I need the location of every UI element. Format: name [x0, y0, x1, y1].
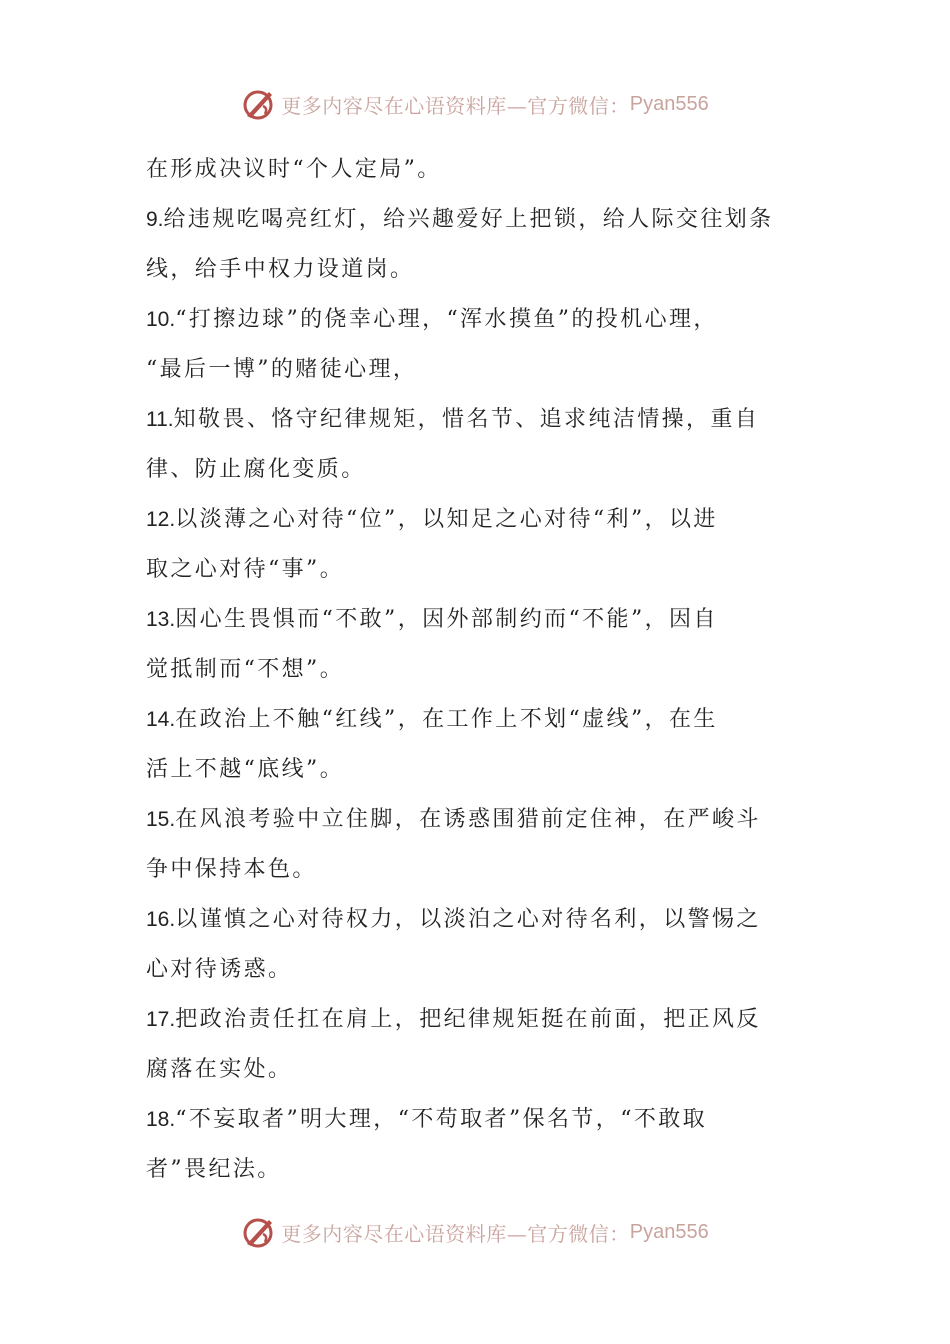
- banner-text: 更多内容尽在心语资料库—官方微信：: [281, 1221, 630, 1246]
- text-line: 线，给手中权力设道岗。: [146, 257, 415, 282]
- text-line: 15.在风浪考验中立住脚，在诱惑围猎前定住神，在严峻斗: [146, 807, 761, 832]
- text-line: 心对待诱惑。: [146, 957, 293, 982]
- header-banner: [0, 84, 950, 124]
- text-line: 在形成决议时“个人定局”。: [146, 157, 442, 182]
- text-line: 腐落在实处。: [146, 1057, 293, 1082]
- banner-wechat-id: Pyan556: [629, 92, 709, 115]
- text-line: 17.把政治责任扛在肩上，把纪律规矩挺在前面，把正风反: [146, 1007, 761, 1032]
- text-line: 16.以谨慎之心对待权力，以淡泊之心对待名利，以警惕之: [146, 907, 761, 932]
- text-line: 争中保持本色。: [146, 857, 317, 882]
- text-line: “最后一博”的赌徒心理，: [146, 357, 418, 382]
- text-line: 13.因心生畏惧而“不敢”，因外部制约而“不能”，因自: [146, 607, 718, 632]
- text-line: 10.“打擦边球”的侥幸心理，“浑水摸鱼”的投机心理，: [146, 307, 718, 332]
- text-line: 12.以淡薄之心对待“位”，以知足之心对待“利”，以进: [146, 507, 718, 532]
- text-line: 活上不越“底线”。: [146, 757, 345, 782]
- brush-logo-icon: [241, 1214, 277, 1250]
- text-line: 取之心对待“事”。: [146, 557, 345, 582]
- document-body: [146, 145, 808, 1195]
- text-line: 律、防止腐化变质。: [146, 457, 366, 482]
- text-line: 18.“不妄取者”明大理，“不苟取者”保名节，“不敢取: [146, 1107, 708, 1132]
- text-line: 14.在政治上不触“红线”，在工作上不划“虚线”，在生: [146, 707, 718, 732]
- footer-banner: [0, 1212, 950, 1252]
- text-line: 觉抵制而“不想”。: [146, 657, 345, 682]
- text-line: 11.知敬畏、恪守纪律规矩，惜名节、追求纯洁情操，重自: [146, 407, 760, 432]
- brush-logo-icon: [241, 86, 277, 122]
- banner-wechat-id: Pyan556: [629, 1220, 709, 1243]
- text-line: 者”畏纪法。: [146, 1157, 282, 1182]
- text-line: 9.给违规吃喝亮红灯，给兴趣爱好上把锁，给人际交往划条: [146, 207, 774, 232]
- banner-text: 更多内容尽在心语资料库—官方微信：: [281, 93, 630, 118]
